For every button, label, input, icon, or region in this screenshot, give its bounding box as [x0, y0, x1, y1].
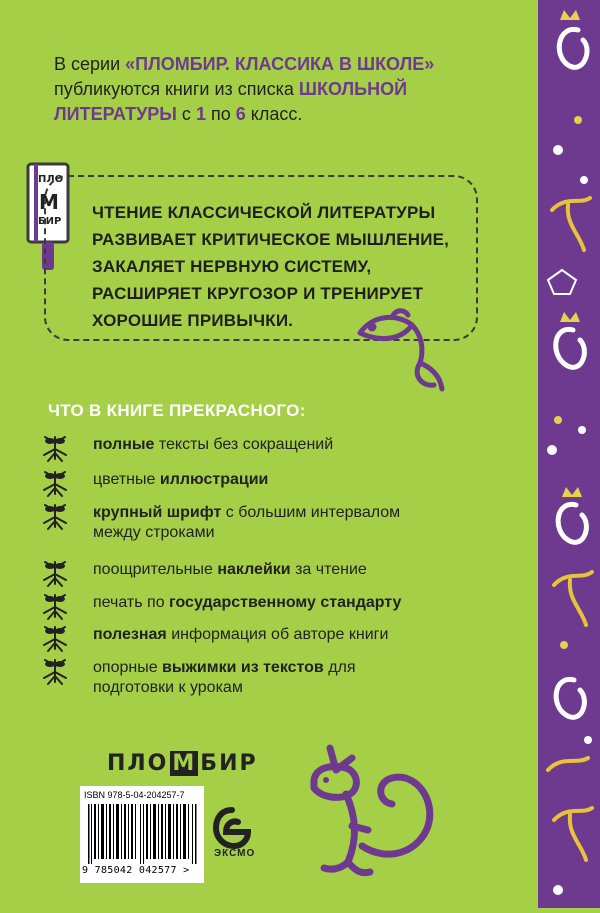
intro-suffix: класс. [245, 104, 303, 124]
range-prefix: с [176, 104, 196, 124]
book-icon-bottom: БИР [38, 216, 62, 227]
eksmo-logo-icon [212, 806, 252, 850]
book-icon-middle: М [39, 190, 59, 214]
feature-bold-4: наклейки [217, 561, 291, 578]
feature-text-7a: опорные [93, 659, 163, 676]
series-name: «ПЛОМБИР. КЛАССИКА В ШКОЛЕ» [125, 54, 435, 74]
feature-bold-2: иллюстрации [159, 471, 269, 488]
feature-text-3: с большим интервалом между строками [93, 504, 401, 541]
feature-text-7b: для подготовки к урокам [93, 659, 356, 696]
feature-text-4a: поощрительные [93, 561, 218, 578]
mosquito-icon [40, 656, 70, 686]
to-grade: 6 [235, 104, 246, 124]
barcode [80, 786, 204, 883]
barcode-bars [86, 804, 198, 864]
mosquito-icon [40, 591, 70, 621]
series-intro [54, 52, 524, 127]
feature-text-4b: за чтение [290, 561, 367, 578]
isbn-label: ISBN 978-5-04-204257-7 [84, 790, 185, 800]
features-title: ЧТО В КНИГЕ ПРЕКРАСНОГО: [48, 401, 306, 420]
mosquito-icon [40, 433, 70, 463]
intro-prefix: В серии [54, 54, 126, 74]
range-mid: по [205, 104, 236, 124]
mosquito-icon [40, 623, 70, 653]
feature-bold-6: полезная [93, 626, 167, 643]
feature-text-5: печать по [93, 594, 170, 611]
feature-text-1: тексты без сокращений [154, 436, 334, 453]
mosquito-icon [40, 501, 70, 531]
publisher-name: ЭКСМО [214, 848, 256, 859]
from-grade: 1 [195, 104, 206, 124]
feature-bold-1: полные [93, 436, 155, 453]
goldfish-icon [352, 305, 452, 395]
barcode-digits: 9 785042 042577 > [82, 865, 190, 876]
plombir-logo [107, 751, 258, 776]
book-icon-top: ПЛО [38, 174, 64, 185]
logo-left: ПЛО [107, 751, 169, 776]
squirrel-icon [300, 730, 450, 900]
intro-middle: публикуются книги из списка [54, 79, 299, 99]
feature-bold-5: государственному стандарту [169, 594, 402, 611]
feature-bold-3: крупный шрифт [93, 504, 222, 521]
callout-line-3: ЗАКАЛЯЕТ НЕРВНУЮ СИСТЕМУ, [92, 257, 372, 276]
callout-line-2: РАЗВИВАЕТ КРИТИЧЕСКОЕ МЫШЛЕНИЕ, [92, 230, 450, 249]
feature-text-2: цветные [93, 471, 160, 488]
mosquito-icon [40, 558, 70, 588]
mosquito-icon [40, 468, 70, 498]
callout-line-4: РАСШИРЯЕТ КРУГОЗОР И ТРЕНИРУЕТ [92, 284, 424, 303]
logo-right: БИР [200, 751, 258, 776]
decorative-strip [538, 0, 600, 908]
feature-text-6: информация об авторе книги [166, 626, 389, 643]
logo-middle: М [172, 751, 197, 776]
feature-bold-7: выжимки из текстов [162, 659, 324, 676]
callout-line-5: ХОРОШИЕ ПРИВЫЧКИ. [92, 311, 294, 330]
callout-line-1: ЧТЕНИЕ КЛАССИЧЕСКОЙ ЛИТЕРАТУРЫ [92, 203, 436, 222]
school-literature-label: ШКОЛЬНОЙ ЛИТЕРАТУРЫ [54, 79, 408, 124]
strip-pattern [538, 0, 600, 908]
